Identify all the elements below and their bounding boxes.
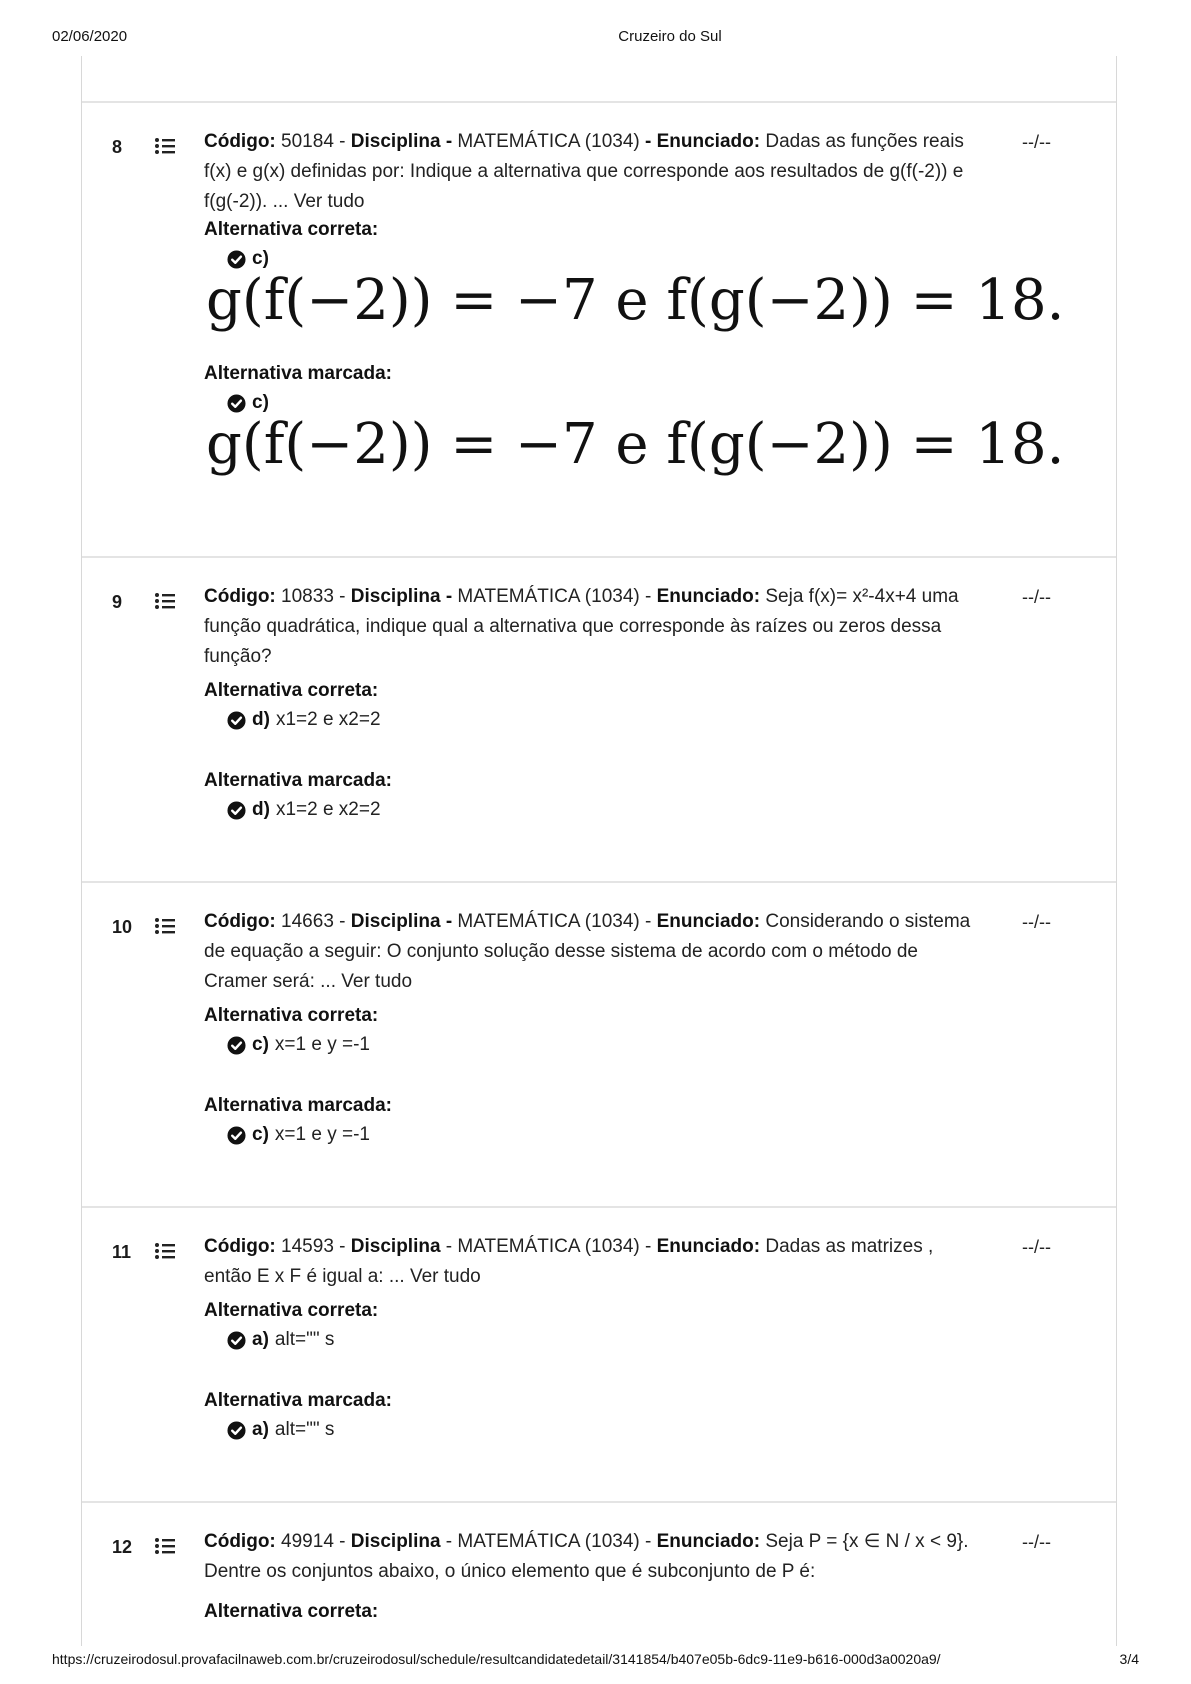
question-statement: Código: 14593 - Disciplina - MATEMÁTICA (1034) - Enunciado: Dadas as matrizes , então E x F é igual a: ... Ver tudo: [204, 1236, 934, 1287]
correct-answer: a) alt="" s: [227, 1329, 334, 1351]
question-number: 12: [112, 1537, 133, 1557]
statement-text[interactable]: Considerando o sistema de equação a seguir: O conjunto solução desse sistema de acordo com o método de Cramer será: ... Ver tudo: [204, 911, 971, 992]
statement-text: Seja P = {x ∈ N / x < 9}. Dentre os conjuntos abaixo, o único elemento que é subconjunto de P é:: [204, 1531, 969, 1582]
correct-answer-formula: g(f(−2)) = −7 e f(g(−2)) = 18.: [206, 268, 1065, 333]
check-circle-icon: [227, 394, 246, 413]
marked-answer: d) x1=2 e x2=2: [227, 799, 381, 821]
question-number: 8: [112, 137, 123, 157]
marked-answer-label: Alternativa marcada:: [204, 1390, 392, 1411]
correct-answer-label: Alternativa correta:: [204, 1005, 379, 1026]
list-icon[interactable]: [154, 1536, 176, 1556]
statement-text[interactable]: Dadas as matrizes , então E x F é igual a: ... Ver tudo: [204, 1236, 934, 1287]
page-number: 3/4: [1119, 1651, 1139, 1667]
question-8: [82, 101, 1116, 558]
question-score: --/--: [1022, 1237, 1051, 1257]
list-icon[interactable]: [154, 591, 176, 611]
correct-answer: d) x1=2 e x2=2: [227, 709, 381, 731]
marked-answer-formula: g(f(−2)) = −7 e f(g(−2)) = 18.: [206, 412, 1065, 477]
list-icon[interactable]: [154, 916, 176, 936]
marked-answer: c): [227, 392, 269, 414]
check-circle-icon: [227, 801, 246, 820]
list-icon[interactable]: [154, 136, 176, 156]
marked-answer: a) alt="" s: [227, 1419, 334, 1441]
print-title: Cruzeiro do Sul: [618, 28, 722, 45]
correct-answer: c) x=1 e y =-1: [227, 1034, 370, 1056]
print-url: https://cruzeirodosul.provafacilnaweb.com.br/cruzeirodosul/schedule/resultcandidatedetail/3141854/b407e05b-6dc9-11e9-b616-000d3a0020a9/: [52, 1651, 941, 1667]
question-12: [82, 1501, 1116, 1646]
correct-answer-label: Alternativa correta:: [204, 680, 379, 701]
question-11: [82, 1206, 1116, 1503]
question-statement: Código: 10833 - Disciplina - MATEMÁTICA (1034) - Enunciado: Seja f(x)= x²-4x+4 uma função quadrática, indique qual a alternativa que corresponde às raízes ou zeros dessa função?: [204, 586, 959, 667]
check-circle-icon: [227, 250, 246, 269]
correct-answer: c): [227, 248, 269, 270]
marked-answer: c) x=1 e y =-1: [227, 1124, 370, 1146]
correct-answer-label: Alternativa correta:: [204, 1601, 379, 1622]
check-circle-icon: [227, 1036, 246, 1055]
print-header: [0, 28, 1191, 50]
question-score: --/--: [1022, 1532, 1051, 1552]
question-number: 9: [112, 592, 123, 612]
results-frame: [81, 56, 1117, 1646]
question-statement: Código: 50184 - Disciplina - MATEMÁTICA (1034) - Enunciado: Dadas as funções reais f(x) e g(x) definidas por: Indique a alternativa que corresponde aos resultados de g(f(-2)) e f(g(-2)). ... Ver tudo: [204, 131, 964, 212]
marked-answer-label: Alternativa marcada:: [204, 363, 392, 384]
question-statement: Código: 49914 - Disciplina - MATEMÁTICA (1034) - Enunciado: Seja P = {x ∈ N / x < 9}. Dentre os conjuntos abaixo, o único elemento que é subconjunto de P é:: [204, 1531, 969, 1582]
check-circle-icon: [227, 1331, 246, 1350]
statement-text: Seja f(x)= x²-4x+4 uma função quadrática, indique qual a alternativa que corresponde às raízes ou zeros dessa função?: [204, 586, 959, 667]
check-circle-icon: [227, 711, 246, 730]
statement-text[interactable]: Dadas as funções reais f(x) e g(x) definidas por: Indique a alternativa que corresponde aos resultados de g(f(-2)) e f(g(-2)). ... Ver tudo: [204, 131, 964, 212]
question-10: [82, 881, 1116, 1208]
correct-answer-label: Alternativa correta:: [204, 1300, 379, 1321]
check-circle-icon: [227, 1421, 246, 1440]
correct-answer-label: Alternativa correta:: [204, 219, 379, 240]
question-score: --/--: [1022, 587, 1051, 607]
print-date: 02/06/2020: [52, 28, 128, 45]
question-number: 11: [112, 1242, 132, 1262]
check-circle-icon: [227, 1126, 246, 1145]
question-9: [82, 556, 1116, 883]
list-icon[interactable]: [154, 1241, 176, 1261]
marked-answer-label: Alternativa marcada:: [204, 770, 392, 791]
question-number: 10: [112, 917, 133, 937]
question-score: --/--: [1022, 132, 1051, 152]
question-score: --/--: [1022, 912, 1051, 932]
question-statement: Código: 14663 - Disciplina - MATEMÁTICA (1034) - Enunciado: Considerando o sistema de equação a seguir: O conjunto solução desse sistema de acordo com o método de Cramer será: ... Ver tudo: [204, 911, 971, 992]
marked-answer-label: Alternativa marcada:: [204, 1095, 392, 1116]
